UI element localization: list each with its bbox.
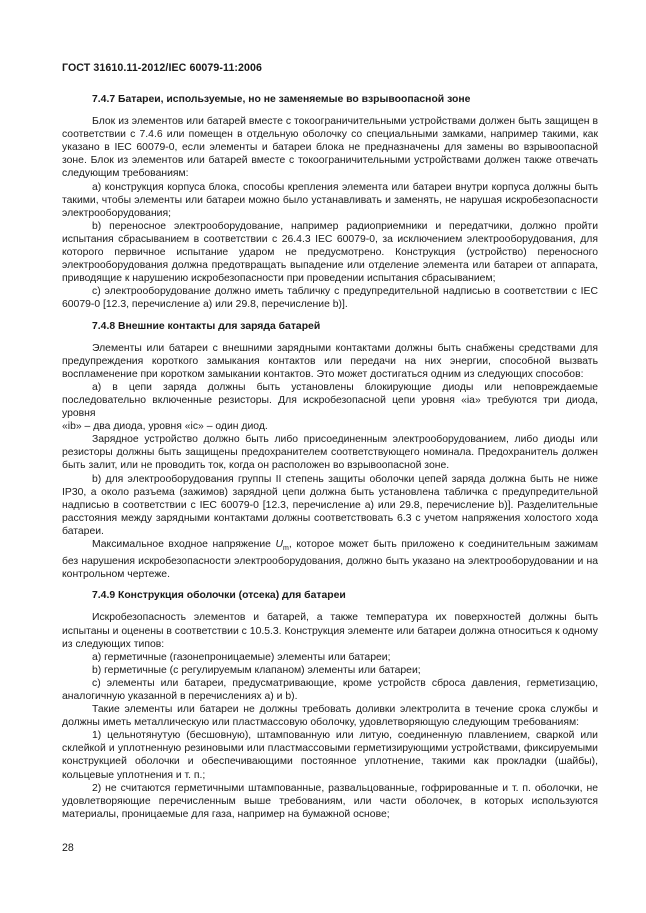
- voltage-text-end: , которое может быть приложено к соединительным зажимам без нарушения искробезопасности электрооборудования, должно быть указано на электрооборудовании и на контрольном чертеже.: [62, 539, 598, 581]
- list-item-c: с) электрооборудование должно иметь табличку с предупредительной надписью в соответствии с IEC 60079-0 [12.3, перечисление а) или 29.8, перечисление b)].: [62, 286, 598, 311]
- standard-header: ГОСТ 31610.11-2012/IEC 60079-11:2006: [62, 62, 263, 74]
- voltage-subscript: m: [282, 545, 289, 553]
- paragraph: Блок из элементов или батарей вместе с токоограничительными устройствами должен быть защищен в соответствии с 7.4.6 или помещен в отдельную оболочку со специальными замками, например такими, как указано в IEC 60079-0, если элементы и батареи блока не предназначены для замены во взрывоопасной зоне. Блок из элементов или батарей вместе с токоограничительными устройствами должен также отвечать следующим требованиям:: [62, 116, 598, 180]
- section-heading-7-4-7: 7.4.7 Батареи, используемые, но не заменяемые во взрывоопасной зоне: [92, 94, 471, 105]
- list-item-a-continued: «ib» – два диода, уровня «ic» – один диод.: [62, 421, 268, 433]
- list-item-b: b) переносное электрооборудование, например радиоприемники и передатчики, должно пройти испытания сбрасыванием в соответствии с 26.4.3 IEC 60079-0, за исключением электрооборудования, для которого первичное испытание ударом не предусмотрено. Конструкция (устройство) переносного электрооборудования должна предотвращать выпадение или отделение элемента или батареи от аппарата, приводящие к нарушению искробезопасности при проведении испытания сбрасыванием;: [62, 220, 598, 285]
- list-item-a: а) в цепи заряда должны быть установлены блокирующие диоды или неповреждаемые последовательно включенные резисторы. Для искробезопасной цепи уровня «ia» требуются три диода, уровня: [62, 381, 598, 420]
- paragraph: Такие элементы или батареи не должны требовать доливки электролита в течение срока службы и должны иметь металлическую или пластмассовую оболочку, удовлетворяющую следующим требованиям:: [62, 704, 598, 729]
- list-item-b: b) для электрооборудования группы II степень защиты оболочки цепей заряда должна быть не ниже IP30, а около разъема (зажимов) зарядной цепи должна быть установлена табличка с предупредительной надписью в соответствии с IEC 60079-0 [12.3, перечисление а) или 29.8, перечисление b)]. Разделительные расстояния между зарядными контактами должны соответствовать 6.3 с учетом напряжения холостого хода батареи.: [62, 473, 598, 537]
- paragraph: Искробезопасность элементов и батарей, а также температура их поверхностей должны быть испытаны и оценены в соответствии с 10.5.3. Конструкция элементе или батареи должна относиться к одному из следующих типов:: [62, 612, 598, 650]
- page-number: 28: [62, 842, 74, 854]
- list-item-b: b) герметичные (с регулируемым клапаном) элементы или батареи;: [92, 664, 421, 676]
- voltage-text-start: Максимальное входное напряжение: [92, 539, 276, 550]
- voltage-symbol: U: [275, 539, 283, 550]
- paragraph: Зарядное устройство должно быть либо присоединенным электрооборудованием, либо диоды или резисторы должны быть защищены предохранителем соответствующего номинала. Предохранитель должен быть залит, или не проводить ток, когда он расположен во взрывоопасной зоне.: [62, 434, 598, 472]
- paragraph: Элементы или батареи с внешними зарядными контактами должны быть снабжены средствами для предупреждения короткого замыкания контактов или передачи на них энергии, способной вызвать воспламенение при коротком замыкании контактов. Это может достигаться одним из следующих способов:: [62, 342, 598, 380]
- section-heading-7-4-8: 7.4.8 Внешние контакты для заряда батарей: [92, 320, 321, 332]
- list-item-a: а) герметичные (газонепроницаемые) элементы или батареи;: [92, 651, 391, 663]
- document-body: [62, 92, 598, 821]
- list-item-2: 2) не считаются герметичными штампованные, развальцованные, гофрированные и т. п. оболочки, не удовлетворяющие перечисленным выше требованиям, или части оболочек, в которых используются материалы, проницаемые для газа, например на бумажной основе;: [62, 782, 598, 820]
- list-item-a: а) конструкция корпуса блока, способы крепления элемента или батареи внутри корпуса должны быть такими, чтобы элементы или батареи можно было устанавливать и заменять, не нарушая искробезопасности электрооборудования;: [62, 181, 598, 219]
- paragraph-voltage: [62, 538, 598, 581]
- list-item-c: с) элементы или батареи, предусматривающие, кроме устройств сброса давления, герметизацию, аналогичную указанной в перечислениях а) и b).: [62, 677, 598, 703]
- list-item-1: 1) цельнотянутую (бесшовную), штампованную или литую, соединенную плавлением, сваркой или склейкой и уплотненную резиновыми или пластмассовыми герметизирующими устройствами, фиксируемыми конструкцией оболочки и обеспечивающими постоянное уплотнение, такими как прокладки (шайбы), кольцевые уплотнения и т. п.;: [62, 730, 598, 781]
- section-heading-7-4-9: 7.4.9 Конструкция оболочки (отсека) для батареи: [92, 590, 346, 602]
